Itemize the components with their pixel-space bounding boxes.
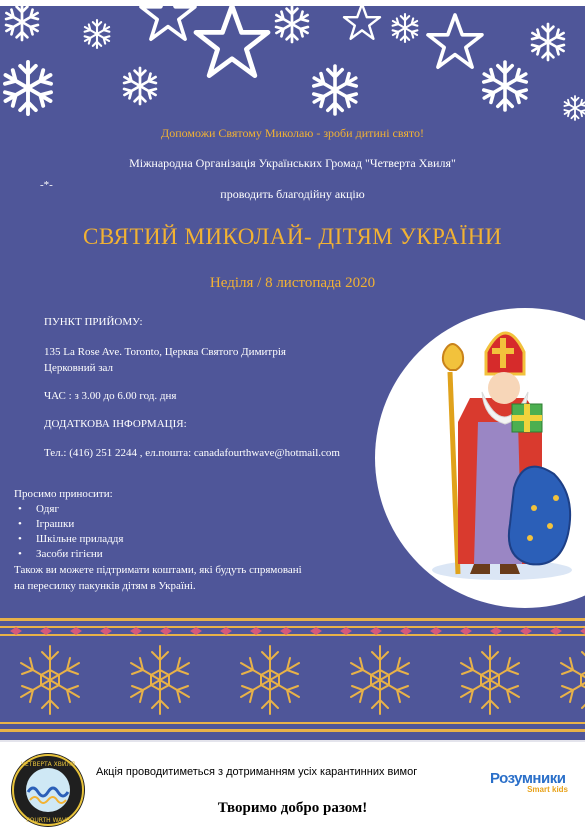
list-item: • Іграшки: [14, 517, 123, 532]
donation-note-line-1: Також ви можете підтримати коштами, які будуть спрямовані: [14, 564, 302, 576]
bring-list: [14, 502, 123, 562]
footer-separator: [0, 740, 585, 742]
fourth-wave-logo: [8, 750, 88, 830]
rozumnyky-logo: [490, 770, 574, 794]
donation-note-line-2: на пересилку пакунків дітям в Україні.: [14, 580, 196, 592]
list-item: • Шкільне приладдя: [14, 532, 123, 547]
dropoff-address: 135 La Rose Ave. Toronto, Церква Святого Димитрія: [44, 346, 286, 358]
dropoff-hall: Церковний зал: [44, 362, 114, 374]
dropoff-heading: ПУНКТ ПРИЙОМУ:: [44, 316, 143, 328]
svg-text:FOURTH WAVE: FOURTH WAVE: [26, 817, 70, 824]
smart-kids-tag: Smart kids: [527, 785, 568, 794]
svg-text:ЧЕТВЕРТА ХВИЛЯ: ЧЕТВЕРТА ХВИЛЯ: [20, 761, 76, 768]
list-item: • Засоби гігієни: [14, 547, 123, 562]
bring-heading: Просимо приносити:: [14, 488, 113, 500]
ornament-border: [0, 612, 585, 740]
quarantine-note: Акція проводитиметься з дотриманням усіх карантинних вимог: [96, 766, 418, 778]
decorative-mark: -*-: [40, 179, 53, 191]
contact-heading: ДОДАТКОВА ІНФОРМАЦІЯ:: [44, 418, 187, 430]
contact-line: Тел.: (416) 251 2244 , ел.пошта: canadafourthwave@hotmail.com: [44, 447, 340, 459]
organization-name: Міжнародна Організація Українських Громад "Четверта Хвиля": [129, 156, 456, 170]
saint-nicholas-illustration: [420, 312, 580, 584]
dropoff-time: ЧАС : з 3.00 до 6.00 год. дня: [44, 390, 177, 402]
action-line: проводить благодійну акцію: [220, 187, 365, 201]
slogan: Творимо добро разом!: [217, 800, 368, 816]
event-date: Неділя / 8 листопада 2020: [209, 275, 376, 291]
event-title: СВЯТИЙ МИКОЛАЙ- ДІТЯМ УКРАЇНИ: [83, 224, 502, 249]
rozumnyky-brand: Розумники: [490, 770, 566, 787]
snowflake-decoration: [0, 0, 585, 130]
subtitle: Допоможи Святому Миколаю - зроби дитині свято!: [161, 126, 424, 140]
list-item: • Одяг: [14, 502, 123, 517]
